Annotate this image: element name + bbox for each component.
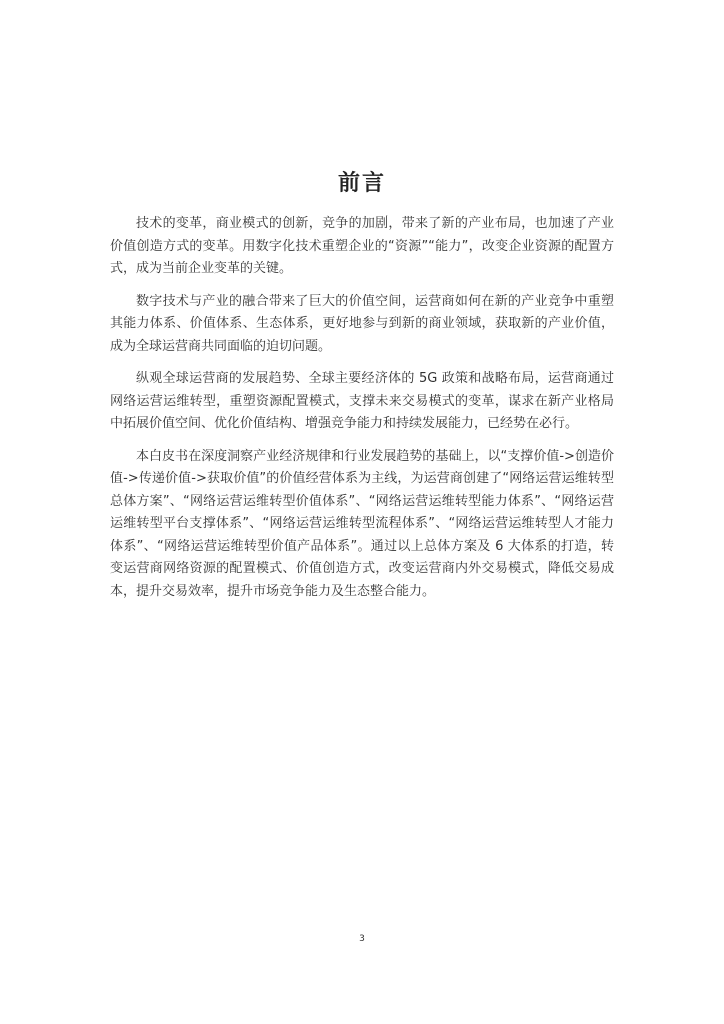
page-number: 3 — [359, 934, 365, 944]
page-title: 前言 — [337, 171, 386, 196]
paragraph-3: 纵观全球运营商的发展趋势、全球主要经济体的 5G 政策和战略布局，运营商通过网络运营运维转型，重塑资源配置模式，支撑未来交易模式的变革，谋求在新产业格局中拓展价值空间、优化价值结构、增强竞争能力和持续发展能力，已经势在必行。 — [110, 371, 614, 431]
paragraph-1: 技术的变革，商业模式的创新，竞争的加剧，带来了新的产业布局，也加速了产业价值创造方式的变革。用数字化技术重塑企业的“资源”“能力”，改变企业资源的配置方式，成为当前企业变革的关键。 — [110, 216, 614, 276]
paragraph-4: 本白皮书在深度洞察产业经济规律和行业发展趋势的基础上，以“支撑价值->创造价值->传递价值->获取价值”的价值经营体系为主线，为运营商创建了“网络运营运维转型总体方案”、“网络运营运维转型价值体系”、“网络运营运维转型能力体系”、“网络运营运维转型平台支撑体系”、“网络运营运维转型流程体系”、“网络运营运维转型人才能力体系”、“网络运营运维转型价值产品体系”。通过以上总体方案及 6 大体系的打造，转变运营商网络资源的配置模式、价值创造方式，改变运营商内外交易模式，降低交易成本，提升交易效率，提升市场竞争能力及生态整合能力。 — [110, 448, 614, 599]
body-text — [110, 213, 614, 613]
paragraph-2: 数字技术与产业的融合带来了巨大的价值空间，运营商如何在新的产业竞争中重塑其能力体系、价值体系、生态体系，更好地参与到新的商业领域，获取新的产业价值，成为全球运营商共同面临的迫切问题。 — [110, 293, 614, 354]
